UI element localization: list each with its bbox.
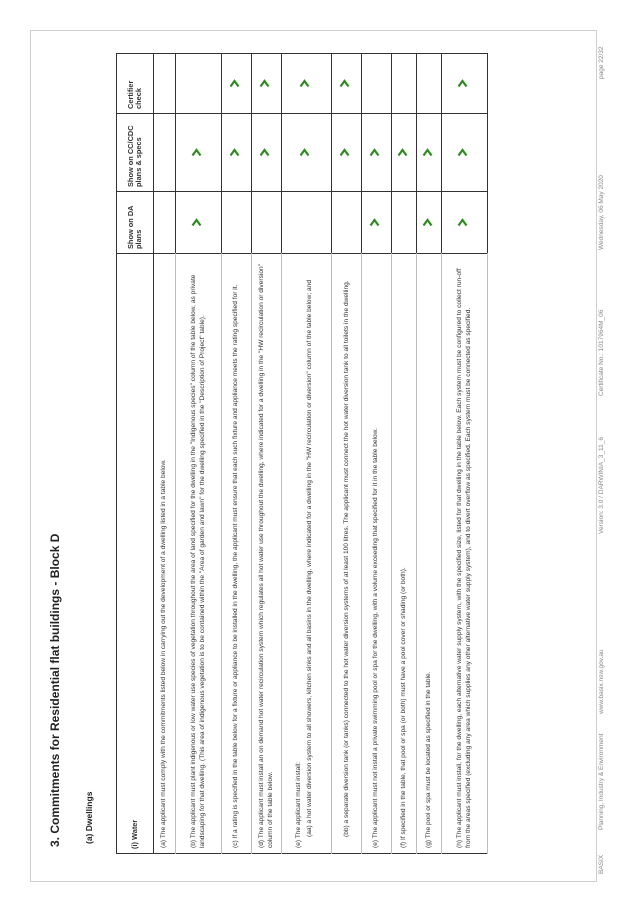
footer-date: Wednesday, 06 May 2020	[598, 175, 605, 250]
check-mark-icon	[229, 79, 240, 88]
header-commitment: (i) Water	[117, 254, 154, 854]
certifier-check-cell	[442, 54, 488, 114]
table-row	[392, 54, 417, 854]
check-mark-icon	[369, 148, 380, 157]
da-check-cell	[154, 192, 176, 254]
certifier-check-cell	[282, 54, 332, 114]
da-check-cell	[282, 192, 332, 254]
footer-website: www.basix.nsw.gov.au	[598, 649, 605, 714]
cc-check-cell	[282, 114, 332, 192]
check-mark-icon	[191, 148, 202, 157]
table-row	[252, 54, 282, 854]
cc-check-cell	[392, 114, 417, 192]
commitments-table	[116, 53, 488, 854]
table-row	[332, 54, 362, 854]
commitment-subitem: (bb) a separate diversion tank (or tanks) connected to the hot water diversion systems of at least 100 litres. The applicant must connect the hot water diversion tank to all toilets in the dwelling.	[343, 280, 351, 837]
footer-certificate: Certificate No.: 1017964M_06	[598, 309, 605, 396]
da-check-cell	[417, 192, 442, 254]
certifier-check-cell	[222, 54, 252, 114]
check-mark-icon	[457, 148, 468, 157]
certifier-check-cell	[154, 54, 176, 114]
check-mark-icon	[457, 79, 468, 88]
table-row	[176, 54, 222, 854]
certifier-check-cell	[176, 54, 222, 114]
header-da-plans: Show on DA plans	[117, 192, 154, 254]
table-header-row	[117, 54, 154, 854]
certifier-check-cell	[252, 54, 282, 114]
cc-check-cell	[442, 114, 488, 192]
commitment-text: (f) If specified in the table, that pool or spa (or both) must have a pool cover or shading (or both).	[392, 254, 417, 854]
cc-check-cell	[362, 114, 392, 192]
check-mark-icon	[259, 148, 270, 157]
da-check-cell	[362, 192, 392, 254]
cc-check-cell	[252, 114, 282, 192]
check-mark-icon	[299, 148, 310, 157]
table-row	[362, 54, 392, 854]
da-check-cell	[442, 192, 488, 254]
commitment-text	[282, 254, 332, 854]
table-row	[222, 54, 252, 854]
commitment-text: (c) If a rating is specified in the table below for a fixture or appliance to be installed in the dwelling, the applicant must ensure that each such fixture and appliance meets the rating specified for it.	[222, 254, 252, 854]
check-mark-icon	[397, 148, 408, 157]
cc-check-cell	[176, 114, 222, 192]
check-mark-icon	[369, 218, 380, 227]
footer-page-number: page 22/32	[598, 46, 605, 79]
da-check-cell	[222, 192, 252, 254]
da-check-cell	[392, 192, 417, 254]
check-mark-icon	[422, 148, 433, 157]
commitment-text: (a) The applicant must comply with the commitments listed below in carrying out the development of a dwelling listed in a table below.	[154, 254, 176, 854]
commitment-text: (g) The pool or spa must be located as specified in the table.	[417, 254, 442, 854]
certifier-check-cell	[332, 54, 362, 114]
table-row	[282, 54, 332, 854]
certifier-check-cell	[362, 54, 392, 114]
check-mark-icon	[339, 148, 350, 157]
commitment-subitem: (aa) a hot water diversion system to all showers, kitchen sinks and all basins in the dwelling, where indicated for a dwelling in the "HW recirculation or diversion" column of the table below; and	[305, 279, 313, 837]
table-row	[417, 54, 442, 854]
header-cc-plans: Show on CC/CDC plans & specs	[117, 114, 154, 192]
check-mark-icon	[191, 218, 202, 227]
footer-brand: BASIX	[598, 854, 605, 874]
da-check-cell	[176, 192, 222, 254]
commitment-text: (d) The applicant must install an on demand hot water recirculation system which regulates all hot water use throughout the dwelling, where indicated for a dwelling in the "HW recirculation or diversion" column of the table below.	[252, 254, 282, 854]
check-mark-icon	[457, 218, 468, 227]
commitment-text: (e) The applicant must not install a private swimming pool or spa for the dwelling, with a volume exceeding that specified for it in the table below.	[362, 254, 392, 854]
cc-check-cell	[417, 114, 442, 192]
certifier-check-cell	[417, 54, 442, 114]
cc-check-cell	[154, 114, 176, 192]
commitment-intro: (e) The applicant must install:	[295, 761, 303, 848]
check-mark-icon	[299, 79, 310, 88]
da-check-cell	[332, 192, 362, 254]
header-certifier: Certifier check	[117, 54, 154, 114]
cc-check-cell	[222, 114, 252, 192]
table-row	[154, 54, 176, 854]
check-mark-icon	[229, 148, 240, 157]
footer-department: Planning, Industry & Environment	[598, 733, 605, 830]
section-heading: (a) Dwellings	[84, 791, 94, 844]
check-mark-icon	[339, 79, 350, 88]
check-mark-icon	[259, 79, 270, 88]
page-title: 3. Commitments for Residential flat buildings - Block D	[48, 533, 62, 847]
commitment-text	[332, 254, 362, 854]
certifier-check-cell	[392, 54, 417, 114]
da-check-cell	[252, 192, 282, 254]
commitment-text: (h) The applicant must install, for the dwelling, each alternative water supply system, with the specified size, listed for that dwelling in the table below. Each system must be configured to collect run-off from the areas specified (excluding any area which supplies any other alternative water supply system), and to divert overflow as specified. Each system must be connected as specified.	[442, 254, 488, 854]
check-mark-icon	[422, 218, 433, 227]
table-row	[442, 54, 488, 854]
footer-version: Version: 3.0 / DARWINIA_3_11_6	[598, 437, 605, 534]
cc-check-cell	[332, 114, 362, 192]
commitment-text: (b) The applicant must plant indigenous or low water use species of vegetation throughout the area of land specified for the dwelling in the "Indigenous species" column of the table below, as private landscaping for that dwelling. (This area of indigenous vegetation is to be contained within the "Area of garden and lawn" for the dwelling specified in the "Description of Project" table).	[176, 254, 222, 854]
